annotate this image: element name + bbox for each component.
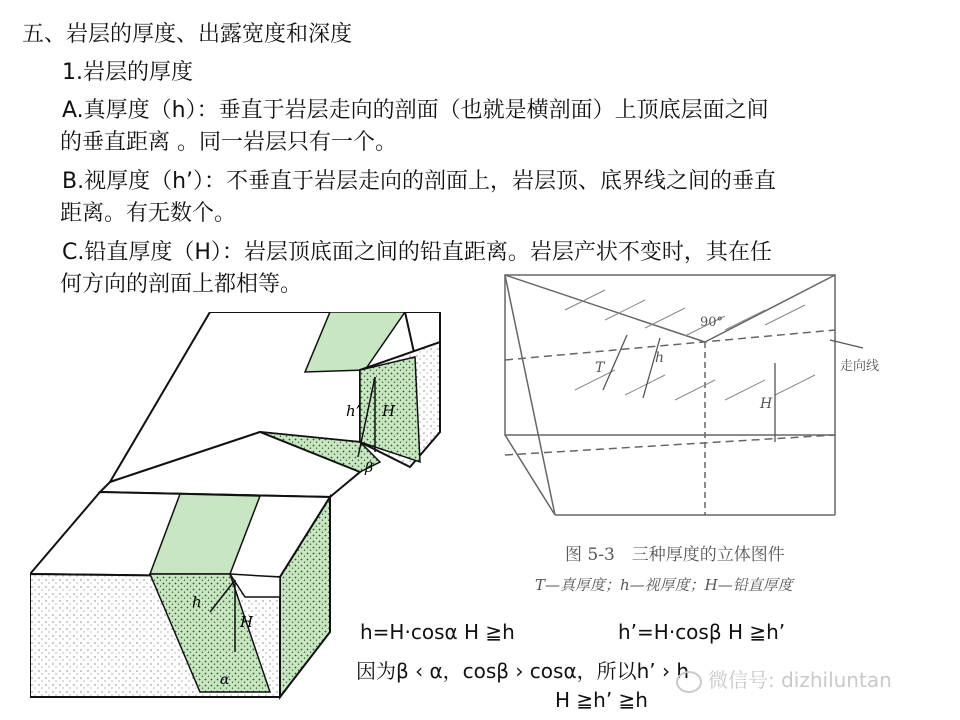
formula-apparent-thickness: h’=H·cosβ H ≧h’ <box>618 620 786 644</box>
right-apparent-label: h <box>655 350 665 366</box>
left-block-diagram <box>30 312 500 712</box>
upper-apparent-label: h’ <box>346 402 361 420</box>
right-vertical-label: H <box>760 396 773 412</box>
definition-b-line1: B.视厚度（h’）：不垂直于岩层走向的剖面上，岩层顶、底界线之间的垂直 <box>62 169 777 194</box>
watermark-text: 微信号: dizhiluntan <box>708 668 892 692</box>
alpha-label: α <box>220 672 230 688</box>
definition-a-line1: A.真厚度（h）：垂直于岩层走向的剖面（也就是横剖面）上顶底层面之间 <box>62 98 769 123</box>
wechat-icon <box>676 671 702 693</box>
formula-true-thickness: h=H·cosα H ≧h <box>360 620 515 644</box>
formula-conclusion: H ≧h’ ≧h <box>555 688 648 712</box>
definition-b-line2: 距离。有无数个。 <box>60 201 237 226</box>
strike-line-label: 走向线 <box>840 359 880 374</box>
lower-true-label: h <box>192 593 202 611</box>
figure-caption-legend: T—真厚度；h—视厚度；H—铅直厚度 <box>535 576 793 594</box>
definition-a-line2: 的垂直距离 。同一岩层只有一个。 <box>60 130 397 155</box>
definition-c-line1: C.铅直厚度（H）：岩层顶底面之间的铅直距离。岩层产状不变时，其在任 <box>62 240 772 265</box>
figure-caption-title: 图 5-3 三种厚度的立体图件 <box>565 545 785 565</box>
beta-label: β <box>365 460 374 476</box>
formula-comparison: 因为β ‹ α，cosβ › cosα，所以h’ › h <box>356 659 690 683</box>
section-title: 五、岩层的厚度、出露宽度和深度 <box>22 22 353 47</box>
upper-vertical-label: H <box>382 402 396 420</box>
subsection-title: 1.岩层的厚度 <box>62 60 193 85</box>
right-block-diagram <box>495 270 895 520</box>
right-true-label: T <box>595 360 605 376</box>
right-angle-label: 90° <box>700 315 724 330</box>
lower-vertical-label: H <box>240 613 254 631</box>
watermark <box>676 664 892 693</box>
definition-c-line2: 何方向的剖面上都相等。 <box>60 272 303 297</box>
